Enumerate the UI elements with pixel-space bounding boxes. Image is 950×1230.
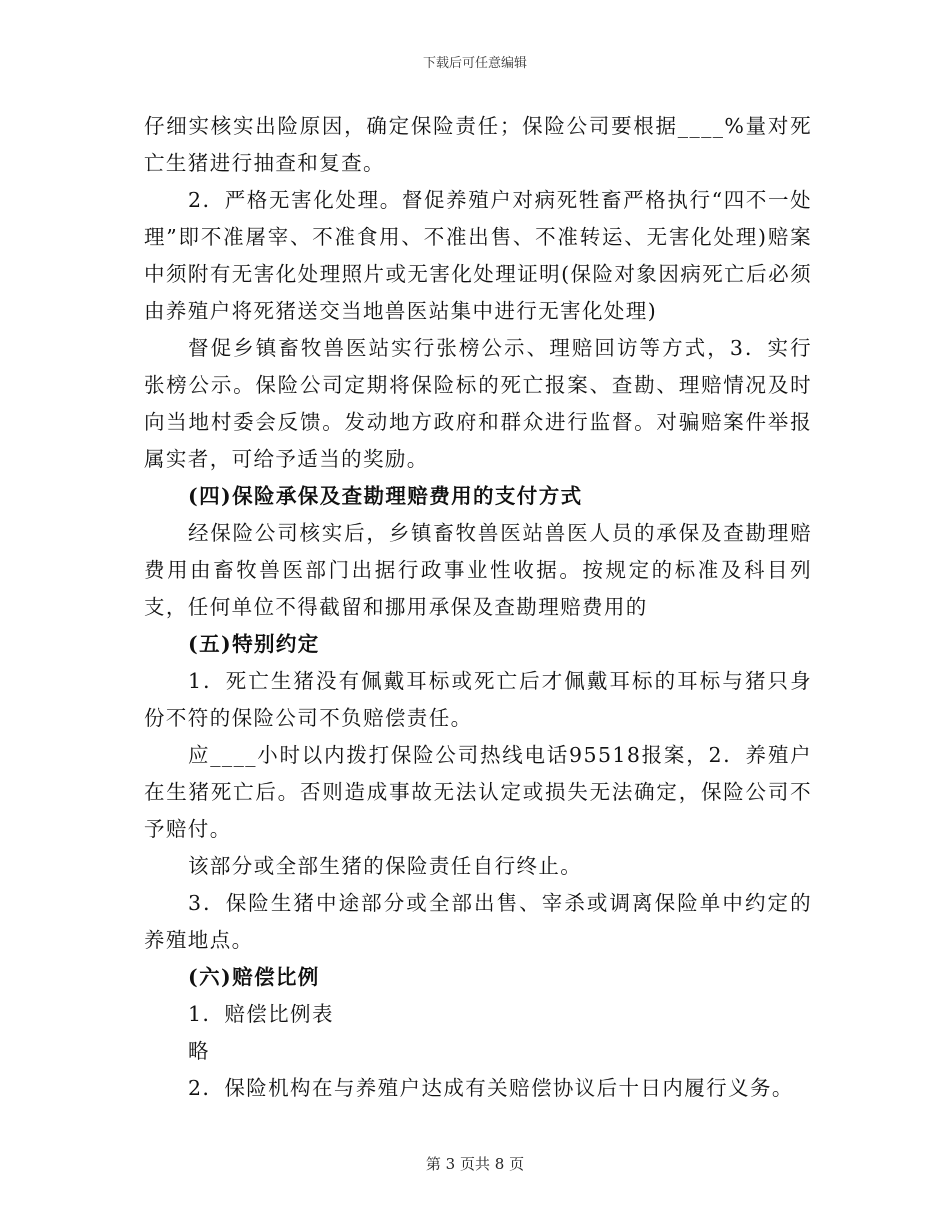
- paragraph-public-notice: 督促乡镇畜牧兽医站实行张榜公示、理赔回访等方式，3．实行张榜公示。保险公司定期将保险标的死亡报案、查勘、理赔情况及时向当地村委会反馈。发动地方政府和群众进行监督。对骗赔案件举报属实者，可给予适当的奖励。: [144, 336, 812, 471]
- section-heading-special-terms: (五)特别约定: [188, 632, 320, 656]
- page-footer: 第 3 页共 8 页: [425, 1155, 525, 1173]
- section-heading-compensation-ratio: (六)赔偿比例: [188, 965, 320, 989]
- page-header: 下载后可任意编辑: [422, 56, 527, 71]
- paragraph-harmless-disposal: 2．严格无害化处理。督促养殖户对病死牲畜严格执行“四不一处理”即不准屠宰、不准食用、不准出售、不准转运、无害化处理)赔案中须附有无害化处理照片或无害化处理证明(保险对象因病死亡后必须由养殖户将死猪送交当地兽医站集中进行无害化处理): [144, 188, 812, 323]
- paragraph-omitted: 略: [188, 1039, 210, 1063]
- document-body: [144, 108, 812, 1107]
- paragraph-obligation: 2．保险机构在与养殖户达成有关赔偿协议后十日内履行义务。: [188, 1076, 794, 1100]
- paragraph-relocation: 3．保险生猪中途部分或全部出售、宰杀或调离保险单中约定的养殖地点。: [144, 891, 812, 952]
- section-heading-fees: (四)保险承保及查勘理赔费用的支付方式: [188, 484, 583, 508]
- paragraph-fees: 经保险公司核实后，乡镇畜牧兽医站兽医人员的承保及查勘理赔费用由畜牧兽医部门出据行政事业性收据。按规定的标准及科目列支，任何单位不得截留和挪用承保及查勘理赔费用的: [144, 521, 812, 619]
- paragraph-ratio-table: 1．赔偿比例表: [188, 1002, 334, 1026]
- paragraph-liability-termination: 该部分或全部生猪的保险责任自行终止。: [188, 854, 583, 878]
- paragraph-verification: 仔细实核实出险原因，确定保险责任；保险公司要根据____%量对死亡生猪进行抽查和复查。: [144, 114, 812, 175]
- paragraph-ear-tag: 1．死亡生猪没有佩戴耳标或死亡后才佩戴耳标的耳标与猪只身份不符的保险公司不负赔偿责任。: [144, 669, 812, 730]
- paragraph-report-hotline: 应____小时以内拨打保险公司热线电话95518报案，2．养殖户在生猪死亡后。否则造成事故无法认定或损失无法确定，保险公司不予赔付。: [144, 743, 812, 841]
